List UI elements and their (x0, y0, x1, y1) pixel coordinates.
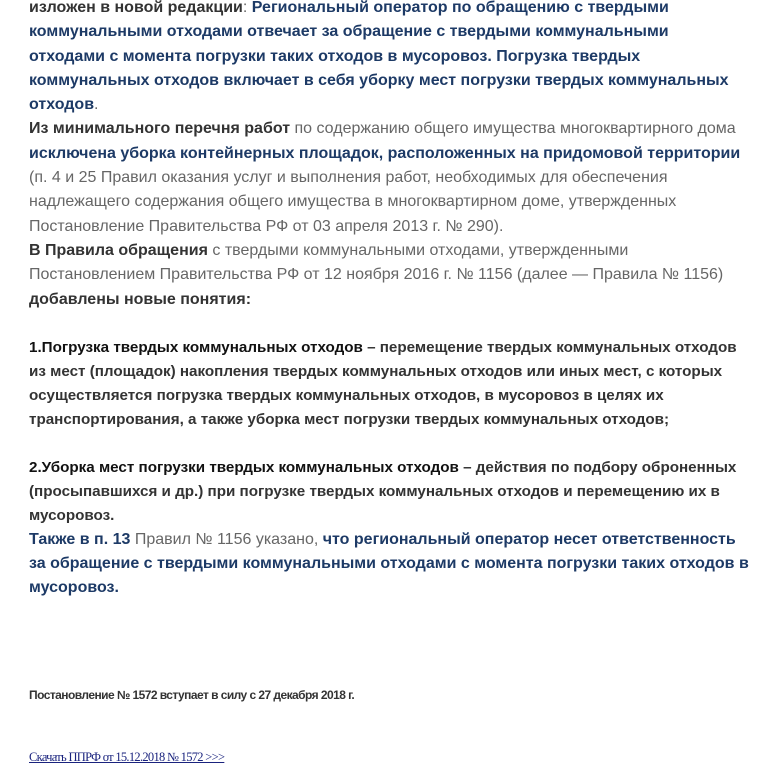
effective-date-note: Постановление № 1572 вступает в силу с 27 декабря 2018 г. (29, 688, 355, 702)
responsibility-highlight: региональный оператор несет ответственность за обращение с твердыми коммунальными отходами с момента погрузки таких отходов в мусоровоз. (29, 530, 749, 597)
definition-term: 1.Погрузка твердых коммунальных отходов (29, 338, 363, 356)
rules-concepts: добавлены новые понятия: (29, 290, 252, 308)
article-body (29, 0, 749, 601)
download-link[interactable]: Скачать ППРФ от 15.12.2018 № 1572 >>> (29, 750, 225, 764)
intro-lead: изложен в новой редакции (29, 0, 243, 16)
responsibility-text: Правил № 1156 указано, (130, 530, 323, 548)
intro-period: . (94, 96, 99, 114)
definition-text: – действия по подбору оброненных (просыпавшихся и др.) при погрузке твердых коммунальных отходов и перемещению их в мусоровоз. (29, 458, 737, 524)
minimal-list-lead: Из минимального перечня работ (29, 120, 291, 138)
spacer (29, 432, 749, 456)
intro-colon: : (242, 0, 252, 16)
minimal-list-paragraph (29, 117, 749, 238)
download-line (29, 750, 224, 765)
definition-term: 2.Уборка мест погрузки твердых коммунальных отходов (29, 458, 459, 476)
minimal-list-text: по содержанию общего имущества многоквартирного дома (290, 120, 736, 138)
responsibility-that: что (322, 530, 350, 548)
spacer (29, 312, 749, 336)
definition-item (29, 456, 749, 528)
rules-paragraph (29, 239, 749, 312)
responsibility-lead: Также в п. 13 (29, 530, 131, 548)
intro-quote: Региональный оператор по обращению с твердыми коммунальными отходами отвечает за обращение с твердыми коммунальными отходами с момента погрузки таких отходов в мусоровоз. Погрузка твердых коммунальных отходов включает в себя уборку мест погрузки твердых коммунальных отходов (29, 0, 729, 114)
definition-text: – перемещение твердых коммунальных отходов из мест (площадок) накопления твердых коммунальных отходов или иных мест, с которых осуществляется погрузка твердых коммунальных отходов, в мусоровоз в целях их транспортирования, а также уборка мест погрузки твердых коммунальных отходов; (29, 338, 737, 428)
definition-item (29, 336, 749, 432)
minimal-list-highlight: исключена уборка контейнерных площадок, расположенных на придомовой территории (29, 144, 741, 162)
intro-paragraph (29, 0, 749, 117)
rules-text: с твердыми коммунальными отходами, утвержденными Постановлением Правительства РФ от 12 ноября 2016 г. № 1156 (далее — Правила № 1156) (29, 241, 724, 284)
rules-lead: В Правила обращения (29, 241, 208, 259)
minimal-list-reference: (п. 4 и 25 Правил оказания услуг и выполнения работ, необходимых для обеспечения надлежащего содержания общего имущества в многоквартирном доме, утвержденных Постановление Правительства РФ от 03 апреля 2013 г. № 290). (29, 169, 677, 235)
responsibility-paragraph (29, 528, 749, 601)
